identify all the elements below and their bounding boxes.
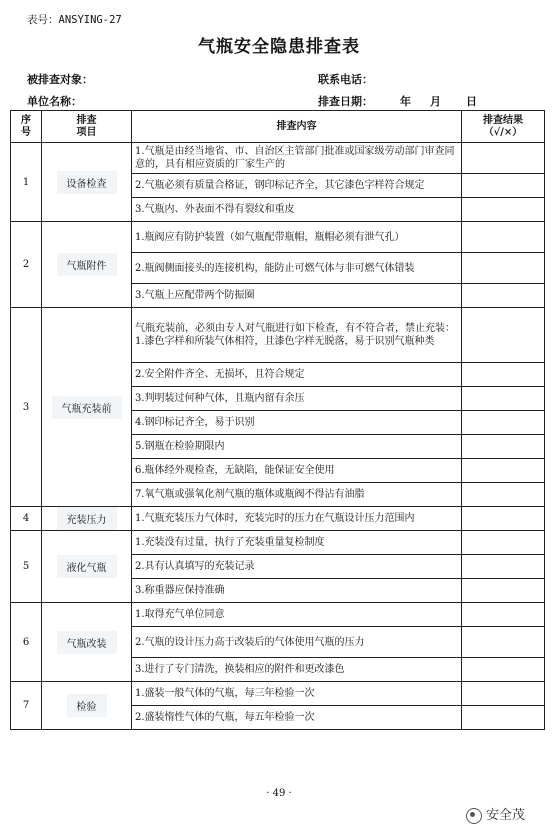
check-content: 3.气瓶内、外表面不得有裂纹和重皮: [132, 198, 462, 222]
result-cell[interactable]: [462, 222, 545, 253]
check-content: 2.气瓶的设计压力高于改装后的气体使用气瓶的压力: [132, 627, 462, 658]
result-cell[interactable]: [462, 603, 545, 627]
check-item-label: 检验: [67, 694, 107, 717]
result-cell[interactable]: [462, 174, 545, 198]
header-content: 排查内容: [132, 111, 462, 143]
table-row: [11, 222, 545, 253]
result-cell[interactable]: [462, 507, 545, 531]
check-content: 1.盛装一般气体的气瓶，每三年检验一次: [132, 682, 462, 706]
check-content: 2.气瓶必须有质量合格证，钢印标记齐全，其它漆色字样符合规定: [132, 174, 462, 198]
result-cell[interactable]: [462, 411, 545, 435]
table-row: [11, 143, 545, 174]
result-cell[interactable]: [462, 579, 545, 603]
check-content: 4.钢印标记齐全，易于识别: [132, 411, 462, 435]
row-number: 5: [11, 531, 42, 603]
result-cell[interactable]: [462, 682, 545, 706]
check-item: [42, 308, 132, 507]
check-item-label: 液化气瓶: [57, 555, 117, 578]
unit-label: 单位名称：: [27, 95, 82, 108]
result-cell[interactable]: [462, 387, 545, 411]
form-number: 表号：ANSYING-27: [27, 14, 122, 26]
result-cell[interactable]: [462, 658, 545, 682]
check-content: 6.瓶体经外观检查，无缺陷，能保证安全使用: [132, 459, 462, 483]
check-content: 1.取得充气单位同意: [132, 603, 462, 627]
check-item: [42, 531, 132, 603]
header-result: 排查结果 （√/×）: [462, 111, 545, 143]
table-row: [11, 308, 545, 363]
check-content: 3.称重器应保持准确: [132, 579, 462, 603]
check-content: 7.氧气瓶或强氧化剂气瓶的瓶体或瓶阀不得沾有油脂: [132, 483, 462, 507]
check-content: 1.气瓶充装压力气体时，充装完时的压力在气瓶设计压力范围内: [132, 507, 462, 531]
check-content: 3.判明装过何种气体，且瓶内留有余压: [132, 387, 462, 411]
result-cell[interactable]: [462, 198, 545, 222]
result-cell[interactable]: [462, 627, 545, 658]
row-number: 7: [11, 682, 42, 730]
check-content: 气瓶充装前，必须由专人对气瓶进行如下检查，有不符合者，禁止充装： 1.漆色字样和所装气体相符，且漆色字样无脱落，易于识别气瓶种类: [132, 308, 462, 363]
result-cell[interactable]: [462, 706, 545, 730]
row-number: 1: [11, 143, 42, 222]
check-content: 1.充装没有过量，执行了充装重量复检制度: [132, 531, 462, 555]
page-title: 气瓶安全隐患排查表: [198, 37, 360, 57]
result-cell[interactable]: [462, 459, 545, 483]
check-item: [42, 143, 132, 222]
watermark: [466, 804, 525, 824]
wechat-logo-icon: [466, 808, 482, 824]
header-no: 序 号: [11, 111, 42, 143]
check-content: 2.安全附件齐全、无损坏，且符合规定: [132, 363, 462, 387]
check-content: 2.盛装惰性气体的气瓶，每五年检验一次: [132, 706, 462, 730]
result-cell[interactable]: [462, 363, 545, 387]
table-row: [11, 682, 545, 706]
row-number: 3: [11, 308, 42, 507]
table-row: [11, 603, 545, 627]
result-cell[interactable]: [462, 555, 545, 579]
check-item-label: 气瓶附件: [57, 253, 117, 276]
result-cell[interactable]: [462, 531, 545, 555]
check-item: [42, 682, 132, 730]
check-content: 2.瓶阀侧面接头的连接机构，能防止可燃气体与非可燃气体错装: [132, 253, 462, 284]
check-item: [42, 222, 132, 308]
result-cell[interactable]: [462, 308, 545, 363]
result-cell[interactable]: [462, 253, 545, 284]
watermark-text: 安全茂: [486, 808, 526, 823]
check-item-label: 设备检查: [57, 171, 117, 194]
header-item: 排查 项目: [42, 111, 132, 143]
check-item: [42, 507, 132, 531]
check-item-label: 充装压力: [57, 507, 117, 530]
date-day: 日: [466, 95, 477, 108]
check-content: 3.进行了专门清洗，换装相应的附件和更改漆色: [132, 658, 462, 682]
row-number: 2: [11, 222, 42, 308]
check-content: 3.气瓶上应配带两个防振圈: [132, 284, 462, 308]
result-cell[interactable]: [462, 483, 545, 507]
check-content: 1.气瓶是由经当地省、市、自治区主管部门批准或国家级劳动部门审查同意的，具有相应资质的厂家生产的: [132, 143, 462, 174]
check-item: [42, 603, 132, 682]
result-cell[interactable]: [462, 284, 545, 308]
check-item-label: 气瓶充装前: [52, 396, 122, 419]
check-content: 5.钢瓶在检验期限内: [132, 435, 462, 459]
result-cell[interactable]: [462, 435, 545, 459]
check-content: 1.瓶阀应有防护装置（如气瓶配带瓶帽，瓶帽必须有泄气孔）: [132, 222, 462, 253]
target-label: 被排查对象：: [27, 73, 93, 86]
phone-label: 联系电话：: [318, 73, 373, 86]
table-row: [11, 531, 545, 555]
date-month: 月: [430, 95, 441, 108]
result-cell[interactable]: [462, 143, 545, 174]
date-year: 年: [400, 95, 411, 108]
table-header-row: [11, 111, 545, 143]
check-content: 2.具有认真填写的充装记录: [132, 555, 462, 579]
page-number: · 49 ·: [266, 788, 292, 799]
row-number: 4: [11, 507, 42, 531]
date-label: 排查日期：: [318, 95, 373, 108]
inspection-table: [10, 110, 545, 730]
table-row: [11, 507, 545, 531]
check-item-label: 气瓶改装: [57, 631, 117, 654]
row-number: 6: [11, 603, 42, 682]
